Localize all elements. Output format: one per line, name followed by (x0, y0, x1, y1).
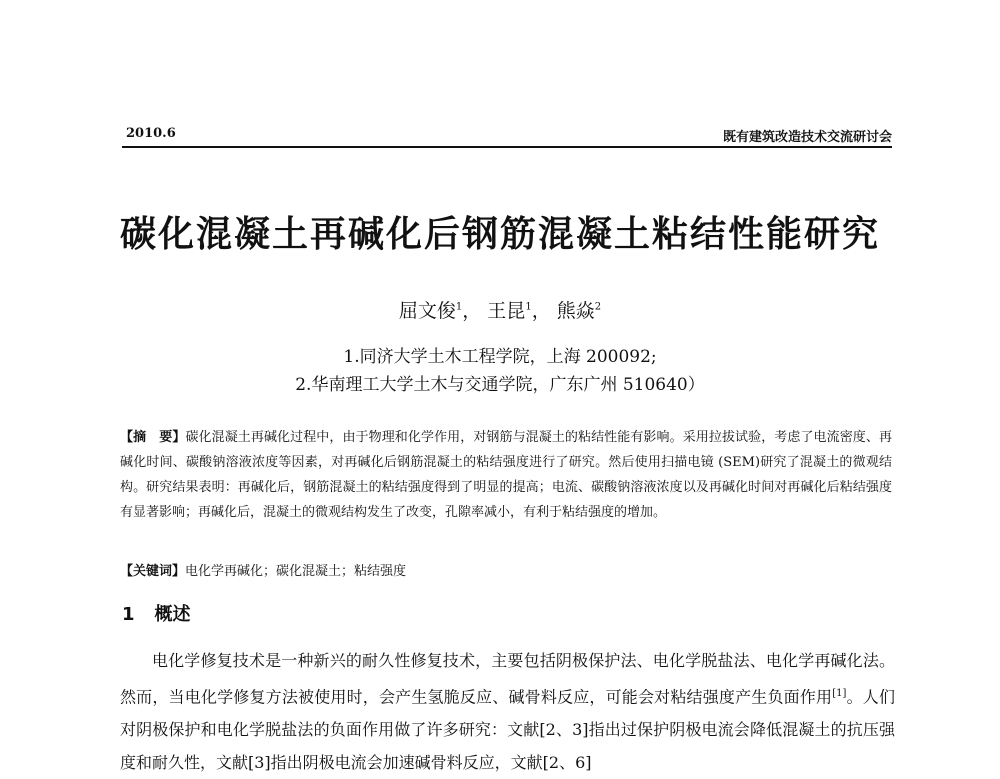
abstract (120, 425, 892, 525)
section-number: 1 (122, 604, 135, 625)
author-affiliation-mark: 1 (525, 301, 532, 313)
keywords-label: 【关键词】 (120, 564, 186, 579)
affiliation-1: 1.同济大学土木工程学院，上海 200092; (343, 347, 657, 367)
author-affiliation-mark: 1 (455, 301, 463, 313)
paper-title: 碳化混凝土再碱化后钢筋混凝土粘结性能研究 (119, 214, 880, 255)
citation-ref: [1] (832, 688, 847, 699)
author-name: 熊焱 (556, 300, 595, 322)
abstract-text: 碳化混凝土再碱化过程中，由于物理和化学作用，对钢筋与混凝土的粘结性能有影响。采用拉拔试验，考虑了电流密度、再碱化时间、碳酸钠溶液浓度等因素，对再碱化后钢筋混凝土的粘结强度进行了研究。然后使用扫描电镜 (SEM)研究了混凝土的微观结构。研究结果表明：再碱化后，钢筋混凝土的粘结强度得到了明显的提高；电流、碳酸钠溶液浓度以及再碱化时间对再碱化后粘结强度有显著影响；再碱化后，混凝土的微观结构发生了改变，孔隙率减小，有利于粘结强度的增加。 (120, 430, 892, 520)
body-paragraph (120, 644, 895, 779)
abstract-label: 【摘 要】 (120, 430, 186, 445)
header-conference: 既有建筑改造技术交流研讨会 (722, 130, 892, 145)
author-name: 屈文俊 (398, 300, 456, 322)
header-date: 2010.6 (126, 126, 176, 141)
body-text-part: 。人们对阴极保护和电化学脱盐法的负面作用做了许多研究：文献[2、3]指出过保护阴极电流会降低混凝土的抗压强度和耐久性，文献[3]指出阴极电流会加速碱骨料反应，文献[2、6] (120, 687, 895, 773)
body-text-part: 电化学修复技术是一种新兴的耐久性修复技术，主要包括阴极保护法、电化学脱盐法、电化学再碱化法。然而，当电化学修复方法被使用时，会产生氢脆反应、碱骨料反应，可能会对粘结强度产生负面作用 (120, 651, 895, 707)
header-rule (122, 146, 892, 148)
affiliation-2: 2.华南理工大学土木与交通学院，广东广州 510640） (295, 375, 705, 395)
author-affiliation-mark: 2 (594, 301, 602, 313)
author-list (0, 296, 1000, 323)
author-separator: ， (531, 300, 551, 322)
keywords-text: 电化学再碱化；碳化混凝土；粘结强度 (185, 564, 407, 579)
author-separator: ， (462, 300, 482, 322)
section-heading (122, 600, 191, 626)
keywords (120, 560, 406, 579)
section-title: 概述 (154, 604, 191, 625)
author-name: 王昆 (487, 300, 526, 322)
